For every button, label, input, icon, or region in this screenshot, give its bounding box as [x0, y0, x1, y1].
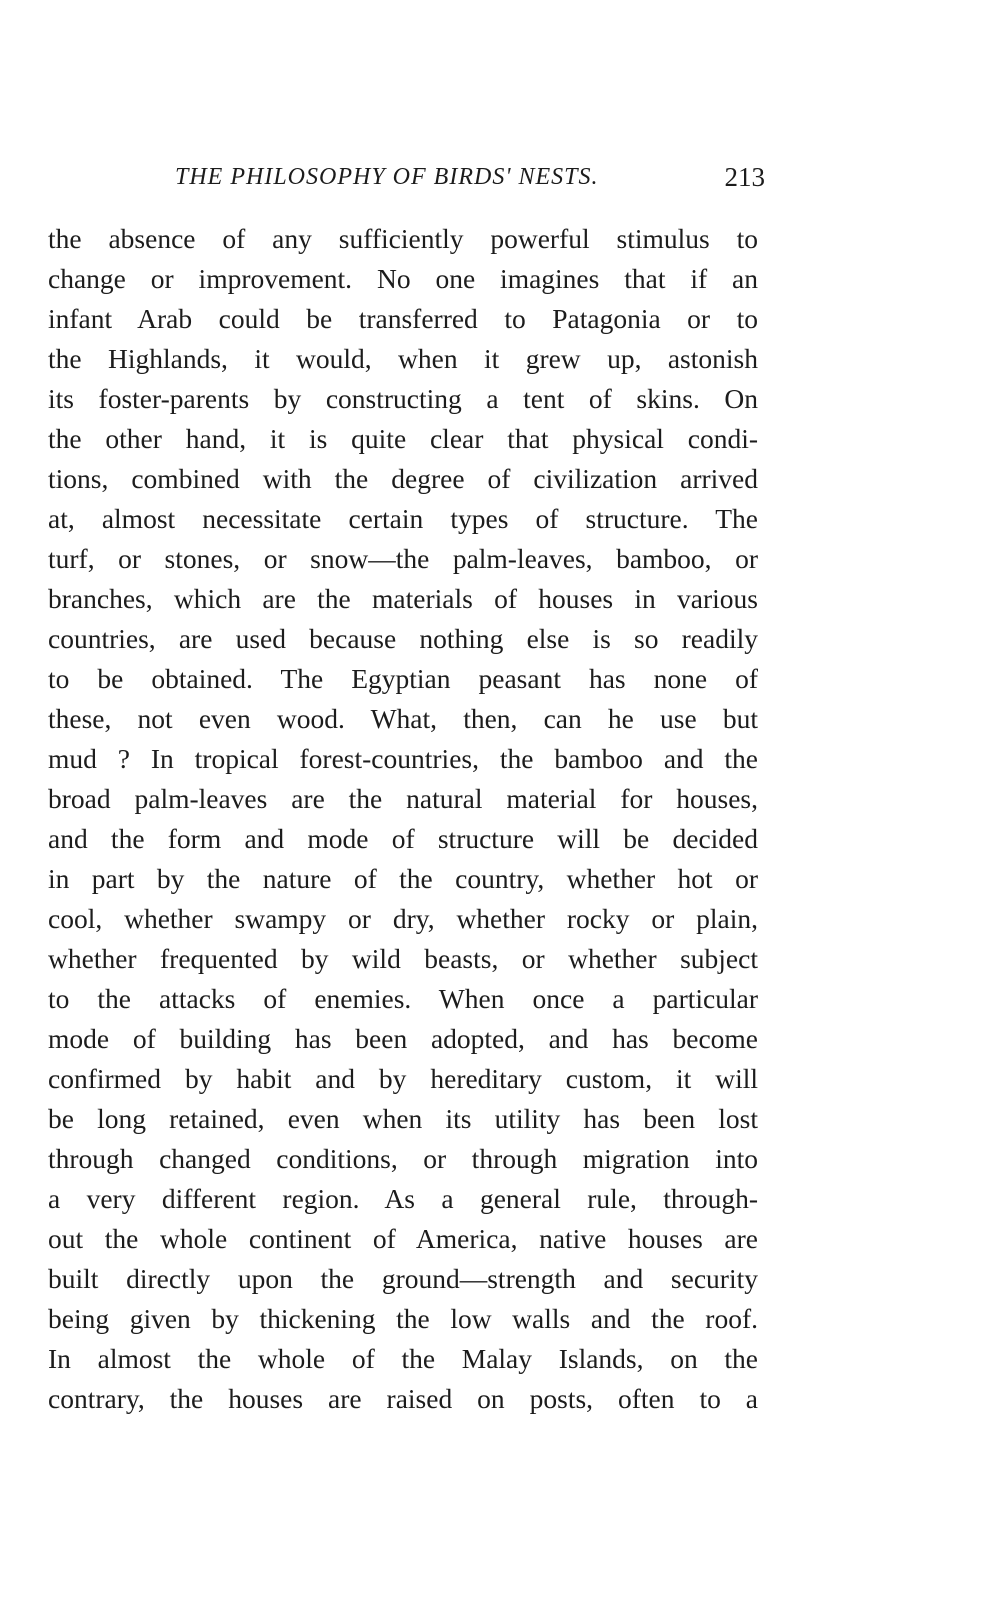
text-line: to the attacks of enemies. When once a particular	[48, 983, 758, 1014]
text-line: through changed conditions, or through migration into	[48, 1143, 758, 1174]
text-line: the Highlands, it would, when it grew up, astonish	[48, 343, 758, 374]
running-head	[175, 157, 765, 197]
text-line: tions, combined with the degree of civilization arrived	[48, 463, 758, 494]
text-line: branches, which are the materials of houses in various	[48, 583, 758, 614]
text-line: the absence of any sufficiently powerful stimulus to	[48, 223, 758, 254]
text-line: the other hand, it is quite clear that physical condi-	[48, 423, 758, 454]
text-line: mud ? In tropical forest-countries, the bamboo and the	[48, 743, 758, 774]
text-line: out the whole continent of America, native houses are	[48, 1223, 758, 1254]
text-line: countries, are used because nothing else is so readily	[48, 623, 758, 654]
text-line: change or improvement. No one imagines that if an	[48, 263, 758, 294]
text-line: built directly upon the ground—strength and security	[48, 1263, 758, 1294]
page-number: 213	[724, 162, 765, 192]
text-line: infant Arab could be transferred to Patagonia or to	[48, 303, 758, 334]
text-line: its foster-parents by constructing a tent of skins. On	[48, 383, 758, 414]
text-line: broad palm-leaves are the natural material for houses,	[48, 783, 758, 814]
text-line: being given by thickening the low walls and the roof.	[48, 1303, 758, 1334]
text-line: in part by the nature of the country, whether hot or	[48, 863, 758, 894]
text-line: whether frequented by wild beasts, or whether subject	[48, 943, 758, 974]
text-line: cool, whether swampy or dry, whether rocky or plain,	[48, 903, 758, 934]
text-line: to be obtained. The Egyptian peasant has none of	[48, 663, 758, 694]
text-line: and the form and mode of structure will be decided	[48, 823, 758, 854]
running-title: THE PHILOSOPHY OF BIRDS' NESTS.	[175, 164, 599, 190]
text-line: In almost the whole of the Malay Islands, on the	[48, 1343, 758, 1374]
text-line: confirmed by habit and by hereditary custom, it will	[48, 1063, 758, 1094]
text-line: a very different region. As a general rule, through-	[48, 1183, 758, 1214]
text-line: contrary, the houses are raised on posts, often to a	[48, 1383, 758, 1414]
body-text	[48, 219, 758, 1419]
text-line: turf, or stones, or snow—the palm-leaves, bamboo, or	[48, 543, 758, 574]
text-line: mode of building has been adopted, and has become	[48, 1023, 758, 1054]
text-line: these, not even wood. What, then, can he use but	[48, 703, 758, 734]
text-line: be long retained, even when its utility has been lost	[48, 1103, 758, 1134]
text-line: at, almost necessitate certain types of structure. The	[48, 503, 758, 534]
